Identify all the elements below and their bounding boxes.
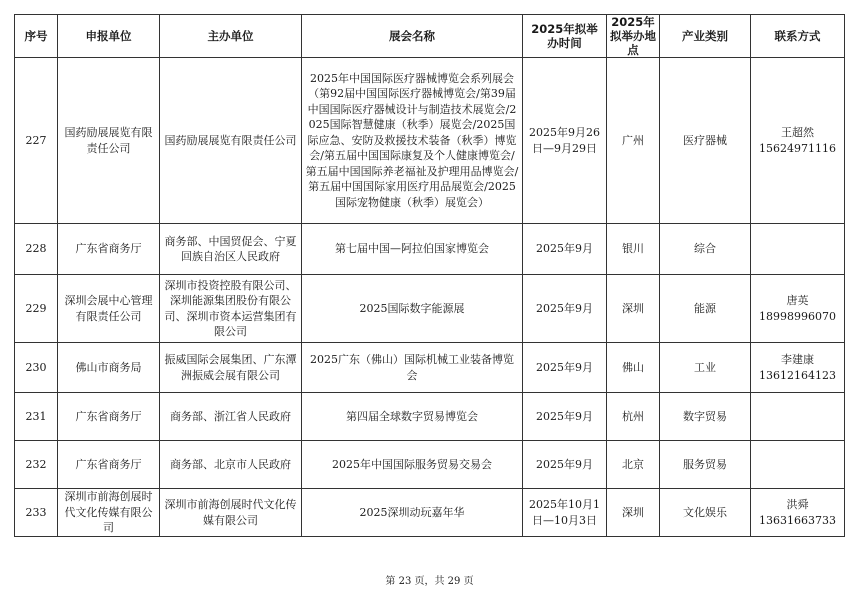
row-place: 深圳 (607, 489, 660, 537)
contact-name: 李建康 (781, 353, 814, 366)
row-exhibition-name: 2025深圳动玩嘉年华 (302, 489, 523, 537)
row-exhibition-name: 2025广东（佛山）国际机械工业装备博览会 (302, 343, 523, 393)
row-contact (751, 489, 845, 537)
row-time: 2025年9月 (523, 441, 607, 489)
table-row (15, 441, 845, 489)
contact-name: 王超然 (781, 126, 814, 139)
row-applicant: 佛山市商务局 (58, 343, 160, 393)
row-place: 深圳 (607, 275, 660, 343)
table-row (15, 224, 845, 275)
contact-phone: 15624971116 (759, 141, 836, 155)
contact-phone: 18998996070 (759, 309, 836, 323)
row-time: 2025年9月 (523, 393, 607, 441)
table-row (15, 393, 845, 441)
row-category: 服务贸易 (660, 441, 751, 489)
row-category: 工业 (660, 343, 751, 393)
row-contact (751, 343, 845, 393)
row-contact (751, 275, 845, 343)
row-contact (751, 58, 845, 224)
row-place: 杭州 (607, 393, 660, 441)
row-time: 2025年10月1日—10月3日 (523, 489, 607, 537)
header-applicant: 申报单位 (58, 15, 160, 58)
header-organizer: 主办单位 (160, 15, 302, 58)
row-no: 233 (15, 489, 58, 537)
row-category: 综合 (660, 224, 751, 275)
row-category: 数字贸易 (660, 393, 751, 441)
row-exhibition-name: 第四届全球数字贸易博览会 (302, 393, 523, 441)
row-no: 230 (15, 343, 58, 393)
header-row (15, 15, 845, 58)
row-time: 2025年9月 (523, 224, 607, 275)
row-category: 医疗器械 (660, 58, 751, 224)
row-applicant: 国药励展展览有限责任公司 (58, 58, 160, 224)
row-time: 2025年9月 (523, 343, 607, 393)
row-applicant: 深圳市前海创展时代文化传媒有限公司 (58, 489, 160, 537)
row-applicant: 广东省商务厅 (58, 224, 160, 275)
row-no: 228 (15, 224, 58, 275)
row-no: 231 (15, 393, 58, 441)
contact-name: 洪舜 (786, 498, 809, 511)
row-contact (751, 441, 845, 489)
row-place: 广州 (607, 58, 660, 224)
row-category: 能源 (660, 275, 751, 343)
contact-phone: 13612164123 (759, 368, 836, 382)
header-contact: 联系方式 (751, 15, 845, 58)
row-category: 文化娱乐 (660, 489, 751, 537)
row-place: 银川 (607, 224, 660, 275)
header-place: 2025年拟举办地点 (607, 15, 660, 58)
row-organizer: 商务部、浙江省人民政府 (160, 393, 302, 441)
table-row (15, 58, 845, 224)
row-time: 2025年9月26日—9月29日 (523, 58, 607, 224)
header-category: 产业类别 (660, 15, 751, 58)
row-organizer: 振威国际会展集团、广东潭洲振威会展有限公司 (160, 343, 302, 393)
exhibition-table (14, 14, 845, 537)
row-exhibition-name: 2025年中国国际服务贸易交易会 (302, 441, 523, 489)
contact-phone: 13631663733 (759, 513, 836, 527)
row-no: 229 (15, 275, 58, 343)
header-exhibition-name: 展会名称 (302, 15, 523, 58)
row-place: 北京 (607, 441, 660, 489)
header-time: 2025年拟举办时间 (523, 15, 607, 58)
contact-name: 唐英 (786, 294, 809, 307)
row-exhibition-name: 2025国际数字能源展 (302, 275, 523, 343)
table-row (15, 343, 845, 393)
row-contact (751, 393, 845, 441)
row-place: 佛山 (607, 343, 660, 393)
header-no: 序号 (15, 15, 58, 58)
row-applicant: 广东省商务厅 (58, 441, 160, 489)
table-row (15, 489, 845, 537)
row-no: 232 (15, 441, 58, 489)
row-applicant: 广东省商务厅 (58, 393, 160, 441)
row-contact (751, 224, 845, 275)
row-no: 227 (15, 58, 58, 224)
row-time: 2025年9月 (523, 275, 607, 343)
table-row (15, 275, 845, 343)
row-applicant: 深圳会展中心管理有限责任公司 (58, 275, 160, 343)
row-exhibition-name: 第七届中国—阿拉伯国家博览会 (302, 224, 523, 275)
row-exhibition-name: 2025年中国国际医疗器械博览会系列展会（第92届中国国际医疗器械博览会/第39届中国国际医疗器械设计与制造技术展览会/2025国际智慧健康（秋季）展览会/2025国际应急、安防及救援技术装备（秋季）博览会/第五届中国国际康复及个人健康博览会/第五届中国国际养老福祉及护理用品博览会/第五届中国国际家用医疗用品展览会/2025国际宠物健康（秋季）展览会） (302, 58, 523, 224)
page-number: 第 23 页，共 29 页 (385, 576, 474, 587)
row-organizer: 商务部、中国贸促会、宁夏回族自治区人民政府 (160, 224, 302, 275)
row-organizer: 商务部、北京市人民政府 (160, 441, 302, 489)
row-organizer: 深圳市前海创展时代文化传媒有限公司 (160, 489, 302, 537)
row-organizer: 国药励展展览有限责任公司 (160, 58, 302, 224)
row-organizer: 深圳市投资控股有限公司、深圳能源集团股份有限公司、深圳市资本运营集团有限公司 (160, 275, 302, 343)
